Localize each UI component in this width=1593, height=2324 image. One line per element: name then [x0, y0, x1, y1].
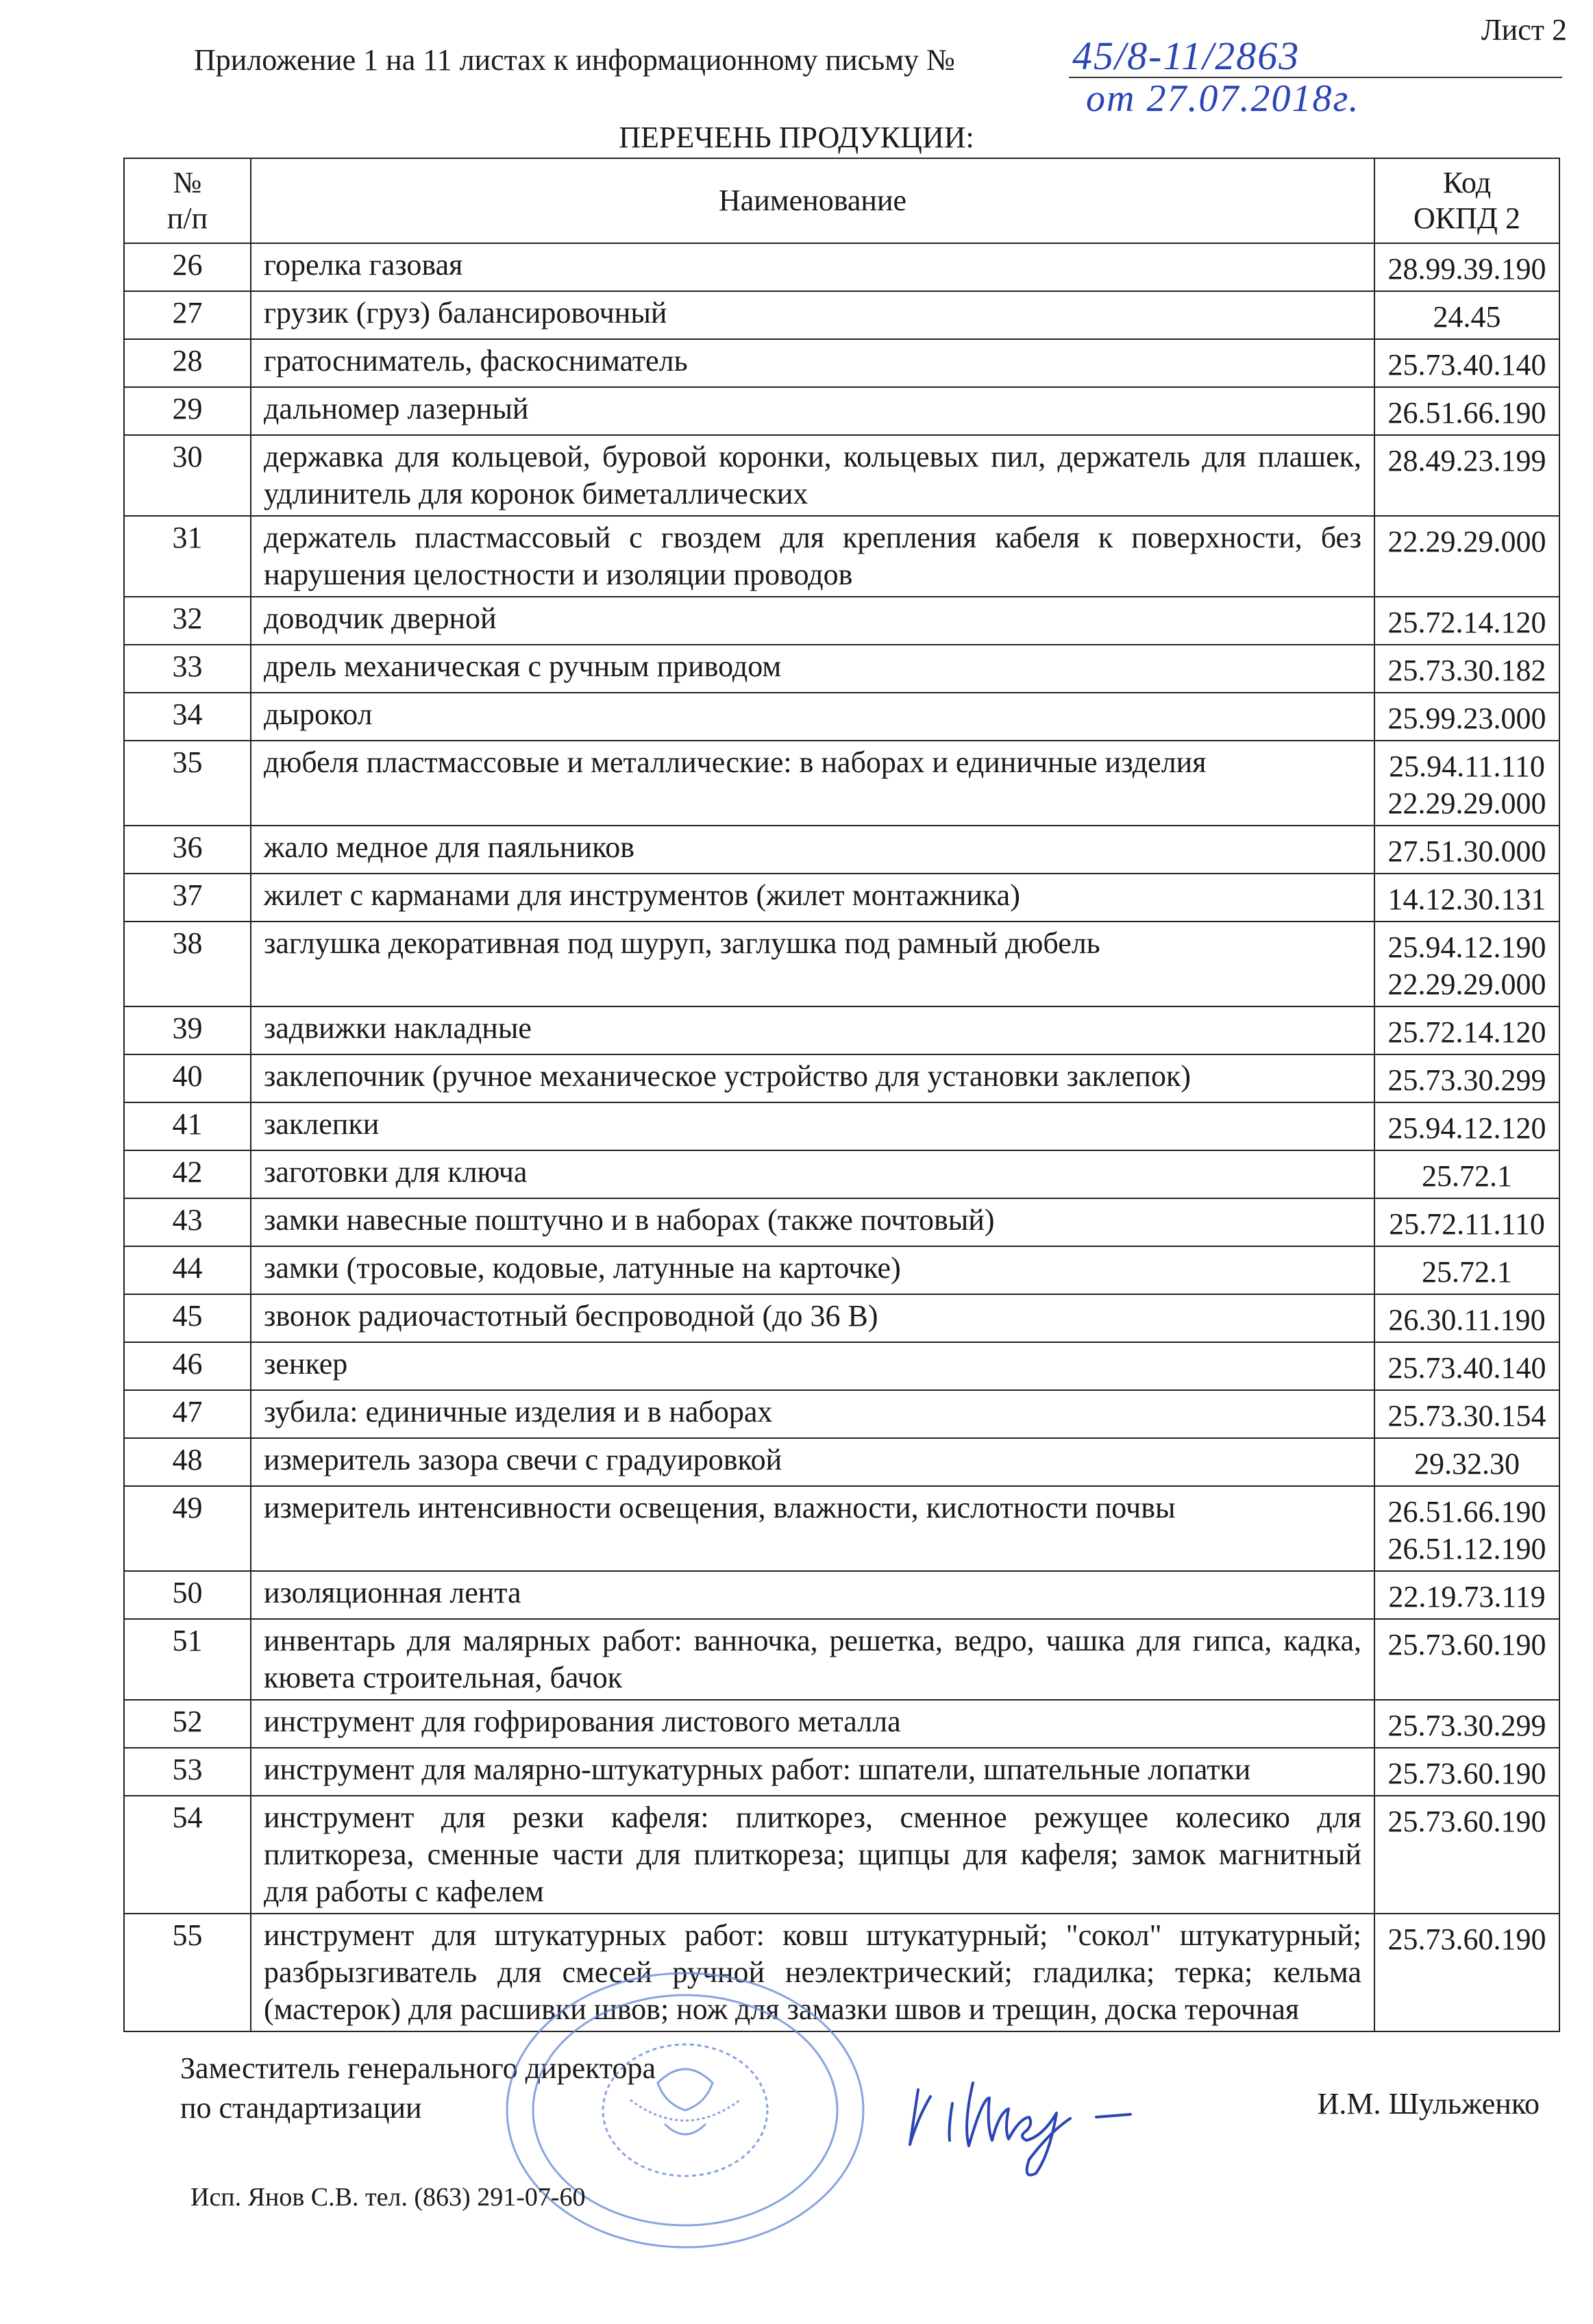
row-number: 55: [124, 1914, 251, 2031]
okpd-code: [1374, 387, 1559, 435]
table-row: [124, 741, 1559, 826]
product-name: гратосниматель, фаскосниматель: [251, 339, 1374, 387]
okpd-code: [1374, 1748, 1559, 1796]
table-row: [124, 597, 1559, 645]
row-number: 27: [124, 291, 251, 339]
signer-position-line1: Заместитель генерального директора: [180, 2051, 656, 2085]
table-row: [124, 387, 1559, 435]
signer-name: И.М. Шульженко: [1317, 2087, 1540, 2121]
row-number: 34: [124, 693, 251, 741]
product-name: заклепки: [251, 1102, 1374, 1150]
table-row: [124, 826, 1559, 874]
table-row: [124, 1438, 1559, 1486]
table-row: [124, 1571, 1559, 1619]
row-number: 32: [124, 597, 251, 645]
product-name: дрель механическая с ручным приводом: [251, 645, 1374, 693]
letter-date: от 27.07.2018г.: [1086, 77, 1360, 120]
product-name: инструмент для штукатурных работ: ковш штукатурный; "сокол" штукатурный; разбрызгиватель для смесей ручной неэлектрический; гладилка; терка; кельма (мастерок) для расшивки швов; нож для замазки швов и трещин, доска терочная: [251, 1914, 1374, 2031]
okpd-code-value: 25.73.40.140: [1387, 348, 1546, 382]
product-name: заготовки для ключа: [251, 1150, 1374, 1198]
okpd-code-value: 25.73.60.190: [1387, 1628, 1546, 1661]
okpd-code: [1374, 243, 1559, 291]
okpd-code: [1374, 1054, 1559, 1102]
table-row: [124, 1102, 1559, 1150]
row-number: 49: [124, 1486, 251, 1571]
okpd-code-value: 26.51.66.190: [1387, 1495, 1546, 1529]
table-row: [124, 693, 1559, 741]
okpd-code: [1374, 1438, 1559, 1486]
okpd-code-value: 25.73.60.190: [1387, 1805, 1546, 1838]
okpd-code: [1374, 291, 1559, 339]
okpd-code: [1374, 1486, 1559, 1571]
product-name: зенкер: [251, 1342, 1374, 1390]
table-row: [124, 645, 1559, 693]
column-header-code: Код ОКПД 2: [1374, 158, 1559, 243]
okpd-code: [1374, 1619, 1559, 1700]
okpd-code-value: 26.30.11.190: [1388, 1303, 1546, 1337]
row-number: 47: [124, 1390, 251, 1438]
okpd-code-value: 27.51.30.000: [1387, 835, 1546, 868]
okpd-code-value: 25.72.1: [1422, 1255, 1512, 1289]
table-row: [124, 1006, 1559, 1054]
product-name: инвентарь для малярных работ: ванночка, решетка, ведро, чашка для гипса, кадка, кювета строительная, бачок: [251, 1619, 1374, 1700]
row-number: 28: [124, 339, 251, 387]
okpd-code-value: 25.73.60.190: [1387, 1757, 1546, 1790]
okpd-code-value: 28.99.39.190: [1387, 252, 1546, 286]
row-number: 41: [124, 1102, 251, 1150]
okpd-code: [1374, 645, 1559, 693]
row-number: 48: [124, 1438, 251, 1486]
table-row: [124, 1486, 1559, 1571]
list-title: ПЕРЕЧЕНЬ ПРОДУКЦИИ:: [619, 121, 974, 154]
okpd-code: [1374, 1150, 1559, 1198]
product-name: измеритель зазора свечи с градуировкой: [251, 1438, 1374, 1486]
product-name: измеритель интенсивности освещения, влажности, кислотности почвы: [251, 1486, 1374, 1571]
okpd-code: [1374, 597, 1559, 645]
okpd-code: [1374, 741, 1559, 826]
product-name: изоляционная лента: [251, 1571, 1374, 1619]
product-name: жало медное для паяльников: [251, 826, 1374, 874]
okpd-code-value: 25.94.12.190: [1387, 930, 1546, 964]
okpd-code-value: 25.99.23.000: [1387, 702, 1546, 735]
product-name: держатель пластмассовый с гвоздем для крепления кабеля к поверхности, без нарушения целостности и изоляции проводов: [251, 516, 1374, 597]
okpd-code: [1374, 1246, 1559, 1294]
okpd-code: [1374, 1006, 1559, 1054]
okpd-code-value: 26.51.66.190: [1387, 396, 1546, 430]
okpd-code: [1374, 1914, 1559, 2031]
okpd-code-value: 25.94.12.120: [1387, 1111, 1546, 1145]
okpd-code-value: 22.29.29.000: [1387, 787, 1546, 820]
okpd-code-value: 25.72.11.110: [1389, 1207, 1545, 1241]
okpd-code-value: 22.19.73.119: [1388, 1580, 1546, 1614]
row-number: 37: [124, 874, 251, 922]
okpd-code: [1374, 874, 1559, 922]
okpd-code-value: 25.73.40.140: [1387, 1351, 1546, 1385]
table-row: [124, 1198, 1559, 1246]
product-name: державка для кольцевой, буровой коронки, кольцевых пил, держатель для плашек, удлинитель для коронок биметаллических: [251, 435, 1374, 516]
table-row: [124, 1246, 1559, 1294]
table-row: [124, 516, 1559, 597]
row-number: 42: [124, 1150, 251, 1198]
table-row: [124, 1700, 1559, 1748]
letter-number: 45/8-11/2863: [1072, 34, 1300, 78]
okpd-code: [1374, 693, 1559, 741]
product-name: задвижки накладные: [251, 1006, 1374, 1054]
okpd-code-value: 25.72.14.120: [1387, 1015, 1546, 1049]
product-name: зубила: единичные изделия и в наборах: [251, 1390, 1374, 1438]
okpd-code: [1374, 922, 1559, 1006]
product-name: заглушка декоративная под шуруп, заглушка под рамный дюбель: [251, 922, 1374, 1006]
products-table: [123, 158, 1560, 2032]
okpd-code: [1374, 1390, 1559, 1438]
row-number: 31: [124, 516, 251, 597]
okpd-code: [1374, 1700, 1559, 1748]
row-number: 52: [124, 1700, 251, 1748]
table-row: [124, 1748, 1559, 1796]
table-header-row: [124, 158, 1559, 243]
okpd-code: [1374, 516, 1559, 597]
okpd-code: [1374, 826, 1559, 874]
product-name: инструмент для малярно-штукатурных работ: шпатели, шпательные лопатки: [251, 1748, 1374, 1796]
row-number: 35: [124, 741, 251, 826]
okpd-code-value: 22.29.29.000: [1387, 967, 1546, 1001]
okpd-code-value: 25.73.30.154: [1387, 1399, 1546, 1433]
okpd-code-value: 25.72.14.120: [1387, 606, 1546, 639]
row-number: 51: [124, 1619, 251, 1700]
row-number: 33: [124, 645, 251, 693]
row-number: 40: [124, 1054, 251, 1102]
table-row: [124, 243, 1559, 291]
okpd-code: [1374, 1198, 1559, 1246]
row-number: 46: [124, 1342, 251, 1390]
okpd-code: [1374, 435, 1559, 516]
row-number: 38: [124, 922, 251, 1006]
handwritten-signature: [904, 2062, 1192, 2165]
table-row: [124, 1619, 1559, 1700]
signer-position-line2: по стандартизации: [180, 2091, 422, 2125]
table-row: [124, 1390, 1559, 1438]
okpd-code-value: 24.45: [1433, 300, 1501, 334]
product-name: грузик (груз) балансировочный: [251, 291, 1374, 339]
okpd-code-value: 29.32.30: [1414, 1447, 1520, 1481]
table-row: [124, 1342, 1559, 1390]
product-name: замки навесные поштучно и в наборах (также почтовый): [251, 1198, 1374, 1246]
table-row: [124, 1054, 1559, 1102]
table-row: [124, 1150, 1559, 1198]
product-name: заклепочник (ручное механическое устройство для установки заклепок): [251, 1054, 1374, 1102]
product-name: дюбеля пластмассовые и металлические: в наборах и единичные изделия: [251, 741, 1374, 826]
product-name: жилет с карманами для инструментов (жилет монтажника): [251, 874, 1374, 922]
okpd-code: [1374, 339, 1559, 387]
product-name: дальномер лазерный: [251, 387, 1374, 435]
okpd-code-value: 25.73.30.182: [1387, 654, 1546, 687]
okpd-code-value: 25.73.30.299: [1387, 1063, 1546, 1097]
product-name: инструмент для резки кафеля: плиткорез, сменное режущее колесико для плиткореза, сменные части для плиткореза; щипцы для кафеля; замок магнитный для работы с кафелем: [251, 1796, 1374, 1914]
product-name: звонок радиочастотный беспроводной (до 36 В): [251, 1294, 1374, 1342]
column-header-name: Наименование: [251, 158, 1374, 243]
okpd-code-value: 25.94.11.110: [1389, 750, 1545, 783]
row-number: 50: [124, 1571, 251, 1619]
product-name: горелка газовая: [251, 243, 1374, 291]
okpd-code: [1374, 1342, 1559, 1390]
row-number: 54: [124, 1796, 251, 1914]
table-row: [124, 1294, 1559, 1342]
product-name: замки (тросовые, кодовые, латунные на карточке): [251, 1246, 1374, 1294]
okpd-code-value: 25.73.60.190: [1387, 1923, 1546, 1956]
row-number: 26: [124, 243, 251, 291]
okpd-code: [1374, 1102, 1559, 1150]
product-name: дырокол: [251, 693, 1374, 741]
okpd-code: [1374, 1796, 1559, 1914]
row-number: 44: [124, 1246, 251, 1294]
row-number: 53: [124, 1748, 251, 1796]
okpd-code-value: 22.29.29.000: [1387, 525, 1546, 558]
contact-line: Исп. Янов С.В. тел. (863) 291-07-60: [190, 2183, 586, 2212]
sheet-number: Лист 2: [1481, 13, 1567, 47]
row-number: 39: [124, 1006, 251, 1054]
table-row: [124, 874, 1559, 922]
row-number: 43: [124, 1198, 251, 1246]
okpd-code-value: 14.12.30.131: [1387, 882, 1546, 916]
product-name: доводчик дверной: [251, 597, 1374, 645]
table-body: [124, 243, 1559, 2031]
table-row: [124, 922, 1559, 1006]
okpd-code-value: 25.73.30.299: [1387, 1709, 1546, 1742]
row-number: 45: [124, 1294, 251, 1342]
okpd-code-value: 25.72.1: [1422, 1159, 1512, 1193]
table-row: [124, 339, 1559, 387]
okpd-code: [1374, 1571, 1559, 1619]
row-number: 30: [124, 435, 251, 516]
product-name: инструмент для гофрирования листового металла: [251, 1700, 1374, 1748]
okpd-code-value: 26.51.12.190: [1387, 1532, 1546, 1566]
table-row: [124, 1796, 1559, 1914]
table-row: [124, 435, 1559, 516]
row-number: 29: [124, 387, 251, 435]
appendix-caption: Приложение 1 на 11 листах к информационному письму №: [194, 43, 956, 77]
column-header-number: № п/п: [124, 158, 251, 243]
row-number: 36: [124, 826, 251, 874]
table-row: [124, 291, 1559, 339]
okpd-code: [1374, 1294, 1559, 1342]
okpd-code-value: 28.49.23.199: [1387, 444, 1546, 478]
